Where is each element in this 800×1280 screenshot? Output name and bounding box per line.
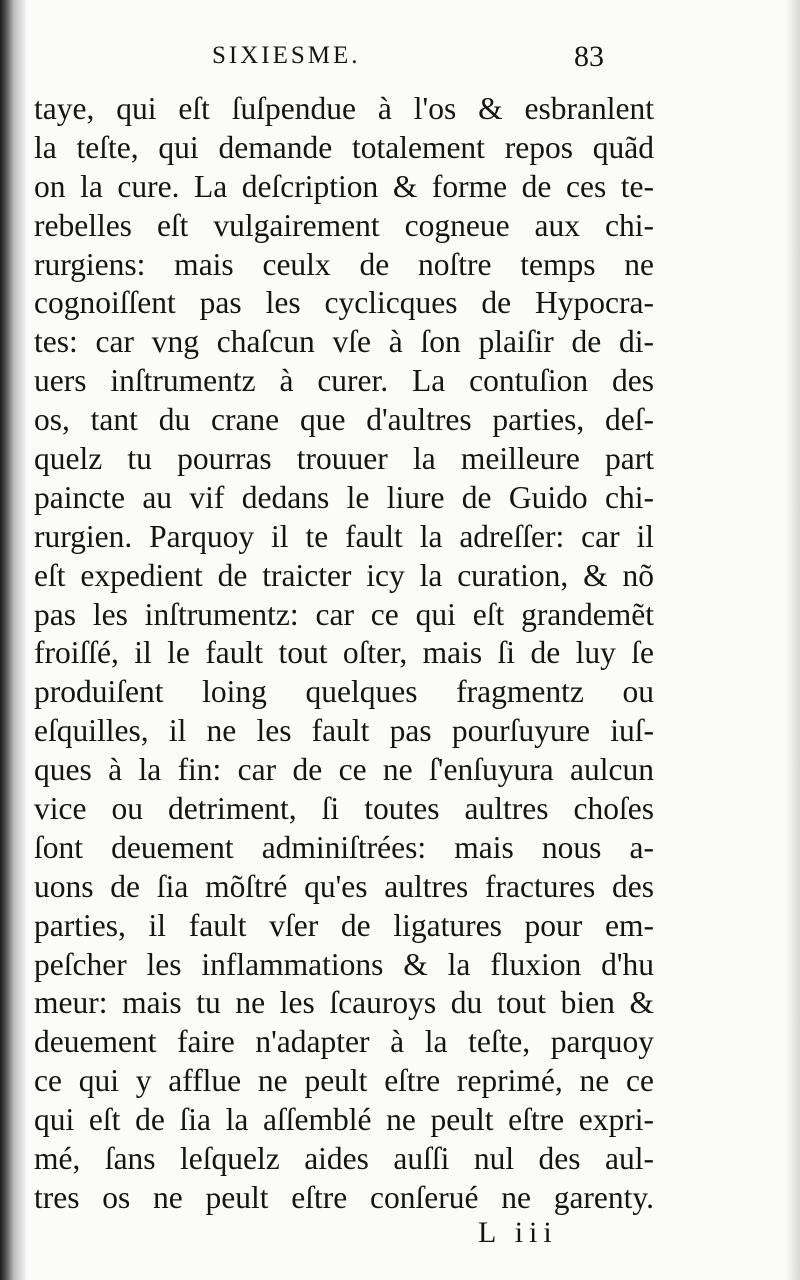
text-line: la teſte, qui demande totalement repos quãd [34, 129, 654, 165]
text-line: os, tant du crane que d'aultres parties, deſ- [34, 402, 654, 438]
text-line: on la cure. La deſcription & forme de ces te- [34, 168, 654, 204]
running-head [0, 40, 800, 84]
text-line: deuement faire n'adapter à la teſte, parquoy [34, 1024, 654, 1060]
text-line: parties, il fault vſer de ligatures pour em- [34, 907, 654, 943]
text-line: froiſſé, il le fault tout oſter, mais ſi de luy ſe [34, 635, 654, 671]
text-line: tres os ne peult eſtre conſerué ne garenty. [34, 1179, 654, 1215]
text-line: paincte au vif dedans le liure de Guido chi- [34, 479, 654, 515]
text-line: vice ou detriment, ſi toutes aultres choſes [34, 791, 654, 827]
text-line: rurgiens: mais ceulx de noſtre temps ne [34, 246, 654, 282]
text-line: rurgien. Parquoy il te fault la adreſſer: car il [34, 518, 654, 554]
binding-shadow [0, 0, 26, 1280]
text-line: pas les inſtrumentz: car ce qui eſt grandemẽt [34, 596, 654, 632]
text-line: uers inſtrumentz à curer. La contuſion des [34, 363, 654, 399]
text-line: ques à la fin: car de ce ne ſ'enſuyura aulcun [34, 752, 654, 788]
text-line: ce qui y afflue ne peult eſtre reprimé, ne ce [34, 1063, 654, 1099]
text-line: ſont deuement adminiſtrées: mais nous a- [34, 829, 654, 865]
text-line: peſcher les inflammations & la fluxion d'hu [34, 946, 654, 982]
text-line: mé, ſans leſquelz aides auſſi nul des aul- [34, 1141, 654, 1177]
text-line: produiſent loing quelques fragmentz ou [34, 674, 654, 710]
text-line: uons de ſia mõſtré qu'es aultres fractures des [34, 868, 654, 904]
text-line: eſquilles, il ne les fault pas pourſuyure iuſ- [34, 713, 654, 749]
text-line: quelz tu pourras trouuer la meilleure part [34, 441, 654, 477]
text-line: meur: mais tu ne les ſcauroys du tout bien & [34, 985, 654, 1021]
text-line: taye, qui eſt ſuſpendue à l'os & esbranlent [34, 91, 654, 126]
page-edge-shade [786, 0, 800, 1280]
text-line: eſt expedient de traicter icy la curation, & nõ [34, 557, 654, 593]
body-text [34, 90, 654, 1218]
text-line: qui eſt de ſia la aſſemblé ne peult eſtre expri- [34, 1102, 654, 1138]
running-head-title: SIXIESME. [212, 42, 361, 69]
text-line: tes: car vng chaſcun vſe à ſon plaiſir de di- [34, 324, 654, 360]
signature-mark: L iii [478, 1216, 558, 1249]
text-line: rebelles eſt vulgairement cogneue aux chi- [34, 207, 654, 243]
page-number: 83 [574, 40, 604, 73]
text-line: cognoiſſent pas les cyclicques de Hypocra- [34, 285, 654, 321]
